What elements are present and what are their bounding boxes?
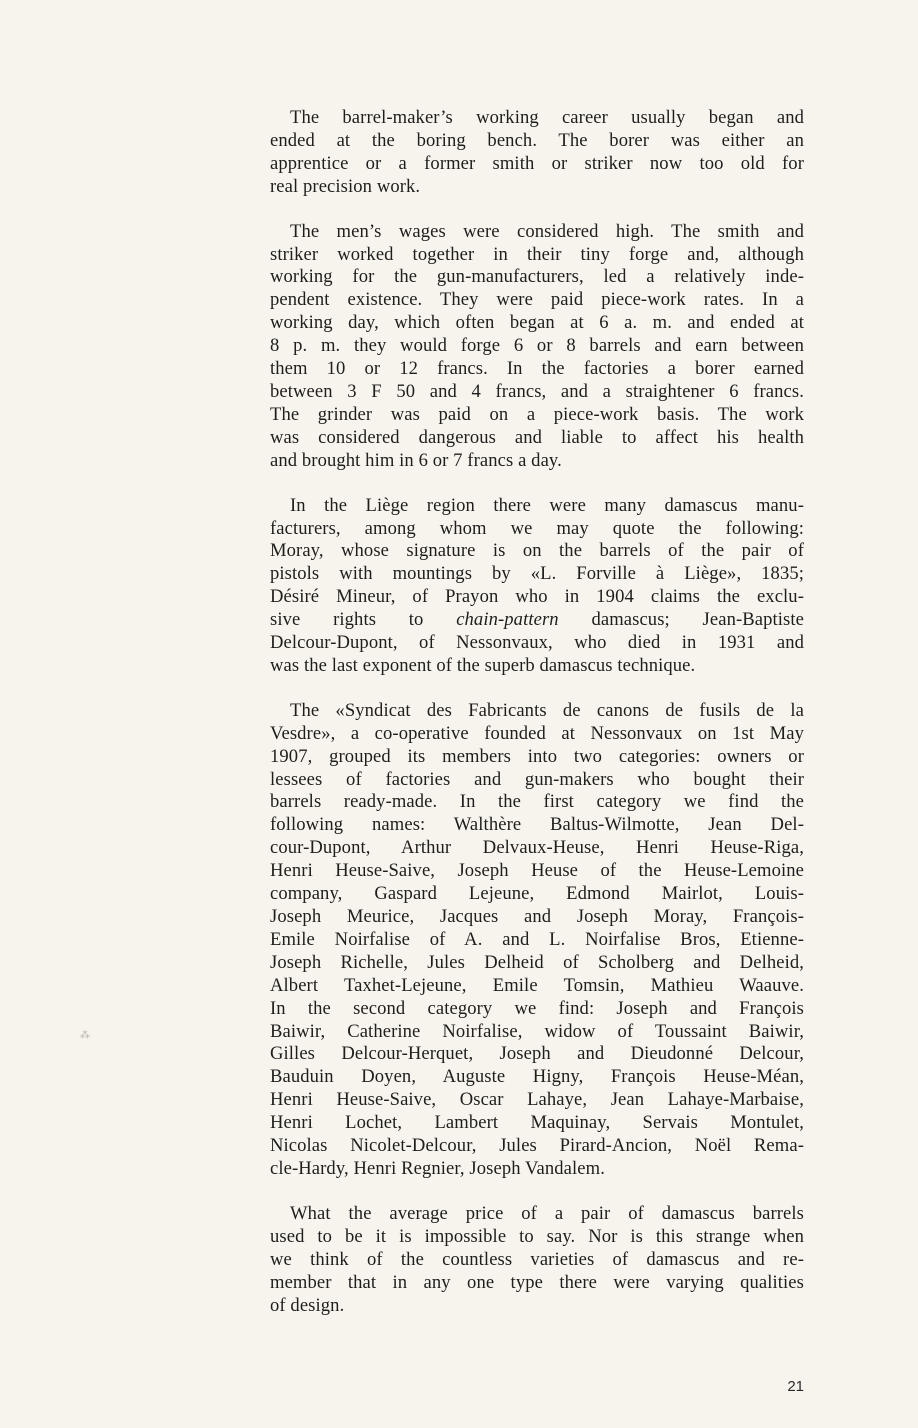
text-line: Joseph Richelle, Jules Delheid of Scholberg and Delheid,: [270, 951, 804, 973]
text-line: In the Liège region there were many damascus manu-: [290, 494, 804, 516]
text-line: of design.: [270, 1294, 345, 1316]
text-line: Désiré Mineur, of Prayon who in 1904 claims the exclu-: [270, 586, 804, 608]
text-line: and brought him in 6 or 7 francs a day.: [270, 449, 562, 471]
text-line: between 3 F 50 and 4 francs, and a straightener 6 francs.: [270, 380, 804, 402]
text-line: we think of the countless varieties of damascus and re-: [270, 1248, 804, 1270]
text-line: Albert Taxhet-Lejeune, Emile Tomsin, Mathieu Waauve.: [270, 974, 804, 996]
italic-term: chain-pattern: [456, 609, 559, 631]
text-line: Henri Heuse-Saive, Oscar Lahaye, Jean Lahaye-Marbaise,: [270, 1089, 804, 1111]
text-line: them 10 or 12 francs. In the factories a borer earned: [270, 358, 804, 380]
text-line: lessees of factories and gun-makers who bought their: [270, 768, 804, 790]
text-segment: sive rights to: [270, 609, 457, 631]
text-line: barrels ready-made. In the first category we find the: [270, 791, 804, 813]
text-line: pendent existence. They were paid piece-work rates. In a: [270, 289, 804, 311]
text-line: was the last exponent of the superb damascus technique.: [270, 654, 696, 676]
text-line: In the second category we find: Joseph and François: [270, 997, 804, 1019]
text-line: striker worked together in their tiny forge and, although: [270, 243, 804, 265]
text-line: The barrel-maker’s working career usually began and: [290, 107, 804, 128]
text-line: cle-Hardy, Henri Regnier, Joseph Vandalem.: [270, 1157, 605, 1179]
text-line: following names: Walthère Baltus-Wilmotte, Jean Del-: [270, 814, 804, 836]
text-line: facturers, among whom we may quote the following:: [270, 517, 804, 539]
text-line: The men’s wages were considered high. The smith and: [290, 220, 804, 242]
text-line: Delcour-Dupont, of Nessonvaux, who died in 1931 and: [270, 632, 804, 654]
text-line: The grinder was paid on a piece-work basis. The work: [270, 403, 804, 425]
text-line: real precision work.: [270, 175, 421, 197]
paragraph-price: [270, 1203, 804, 1318]
text-line: member that in any one type there were varying qualities: [270, 1271, 804, 1293]
paragraph-borer: [270, 107, 804, 199]
text-line: used to be it is impossible to say. Nor is this strange when: [270, 1225, 804, 1247]
paper-speck: ⁂: [80, 1030, 91, 1041]
text-line: Henri Lochet, Lambert Maquinay, Servais Montulet,: [270, 1112, 804, 1134]
text-line: working for the gun-manufacturers, led a relatively inde-: [270, 266, 804, 288]
text-line: pistols with mountings by «L. Forville à Liège», 1835;: [270, 563, 804, 585]
paragraph-syndicat: [270, 700, 804, 1181]
text-line: ended at the boring bench. The borer was either an: [270, 129, 804, 151]
text-line: 8 p. m. they would forge 6 or 8 barrels and earn between: [270, 335, 804, 357]
text-line: Vesdre», a co-operative founded at Nessonvaux on 1st May: [270, 722, 804, 744]
page-number: 21: [787, 1378, 804, 1395]
text-line: Joseph Meurice, Jacques and Joseph Moray, François-: [270, 906, 804, 927]
text-line: What the average price of a pair of damascus barrels: [290, 1202, 804, 1224]
text-line: Gilles Delcour-Herquet, Joseph and Dieudonné Delcour,: [270, 1043, 804, 1065]
paragraph-liege-manufacturers: [270, 495, 804, 678]
text-segment: damascus; Jean-Baptiste: [558, 609, 804, 631]
text-line: apprentice or a former smith or striker now too old for: [270, 152, 804, 174]
text-line: Baiwir, Catherine Noirfalise, widow of Toussaint Baiwir,: [270, 1020, 804, 1042]
text-line: The «Syndicat des Fabricants de canons de fusils de la: [290, 699, 804, 721]
text-line: working day, which often began at 6 a. m. and ended at: [270, 312, 804, 334]
text-line: Emile Noirfalise of A. and L. Noirfalise Bros, Etienne-: [270, 928, 804, 950]
text-line: company, Gaspard Lejeune, Edmond Mairlot, Louis-: [270, 883, 804, 905]
text-line: [270, 609, 804, 632]
text-line: was considered dangerous and liable to affect his health: [270, 426, 804, 448]
text-line: Moray, whose signature is on the barrels of the pair of: [270, 540, 804, 562]
paragraph-wages: [270, 221, 804, 473]
text-line: Bauduin Doyen, Auguste Higny, François Heuse-Méan,: [270, 1066, 804, 1088]
text-line: 1907, grouped its members into two categories: owners or: [270, 745, 804, 767]
text-line: cour-Dupont, Arthur Delvaux-Heuse, Henri Heuse-Riga,: [270, 837, 804, 859]
text-line: Henri Heuse-Saive, Joseph Heuse of the Heuse-Lemoine: [270, 860, 804, 882]
text-line: Nicolas Nicolet-Delcour, Jules Pirard-Ancion, Noël Rema-: [270, 1135, 804, 1157]
text-column: [270, 107, 804, 1339]
